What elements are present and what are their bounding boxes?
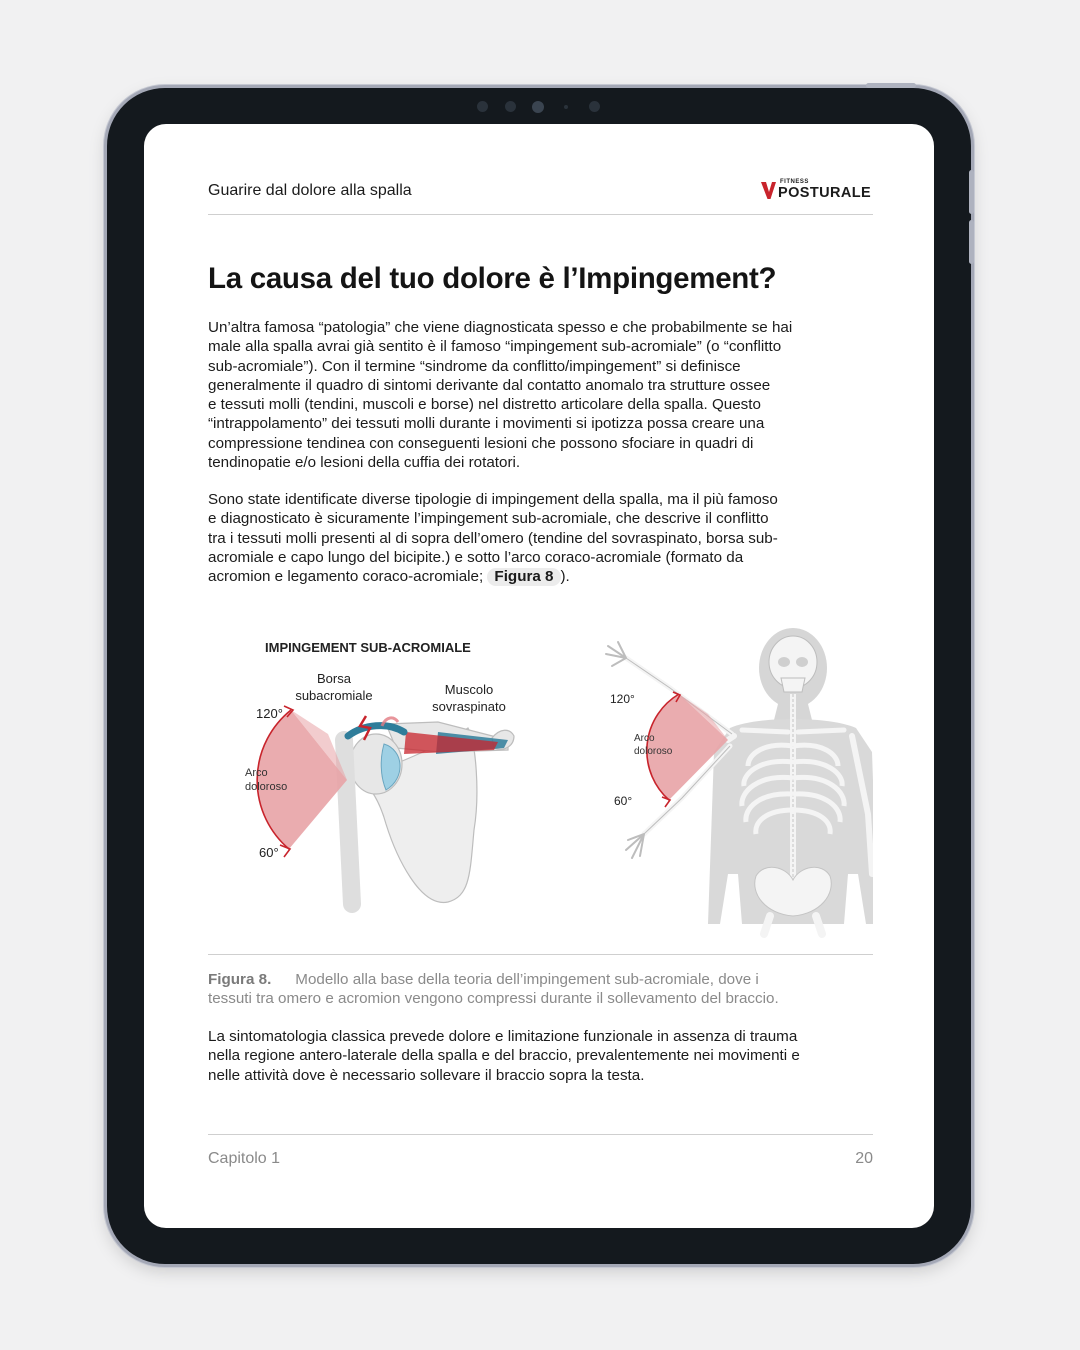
scapula-illustration <box>344 716 514 904</box>
skeleton-illustration <box>606 628 873 934</box>
text-line: nella regione antero-laterale della spalla e del braccio, prevalentemente nei movimenti e <box>208 1047 800 1065</box>
footer-divider <box>208 1134 873 1135</box>
figure-reference-link[interactable]: Figura 8 <box>487 568 560 586</box>
camera-lens <box>532 101 544 113</box>
text-fragment: ). <box>560 568 570 586</box>
label-borsa: Borsa <box>317 671 351 686</box>
logo-v-icon <box>761 181 777 201</box>
volume-up-button[interactable] <box>969 170 974 214</box>
paragraph-1 <box>208 318 873 472</box>
text-fragment: acromion e legamento coraco-acromiale; <box>208 568 488 586</box>
arc-label: Arco <box>245 767 268 779</box>
label-muscolo: Muscolo <box>444 682 494 697</box>
screen <box>144 124 934 1228</box>
arc-label: Arco <box>634 733 655 744</box>
page-number: 20 <box>855 1150 873 1167</box>
arc-label: doloroso <box>634 746 673 757</box>
caption-line: tessuti tra omero e acromion vengono compressi durante il sollevamento del braccio. <box>208 990 779 1008</box>
text-line: nelle attività dove è necessario sollevare il braccio sopra la testa. <box>208 1066 645 1084</box>
text-line: sub-acromiale”). Con il termine “sindrome da conflitto/impingement” si definisce <box>208 357 741 375</box>
header-divider <box>208 214 873 215</box>
angle-60-label: 60° <box>259 845 279 860</box>
chapter-label: Capitolo 1 <box>208 1150 281 1167</box>
camera-dot <box>589 101 600 112</box>
paragraph-2 <box>208 490 873 586</box>
label-borsa: subacromiale <box>295 688 373 703</box>
camera-dot <box>564 105 568 109</box>
paragraph-3 <box>208 1027 873 1085</box>
figure-divider <box>208 954 873 955</box>
figure-illustration <box>208 624 873 944</box>
volume-down-button[interactable] <box>969 220 974 264</box>
logo-big-text: POSTURALE <box>778 185 872 201</box>
text-line: tra i tessuti molli presenti al di sopra dell’omero (tendine del sovraspinato, borsa sub- <box>208 529 778 547</box>
text-line: compressione tendinea con conseguenti lesioni che possono sfociare in quadri di <box>208 434 754 452</box>
caption-text: Modello alla base della teoria dell’impingement sub-acromiale, dove i <box>295 971 759 988</box>
logo-small-text: FITNESS <box>780 179 809 185</box>
camera-dot <box>477 101 488 112</box>
page-title: La causa del tuo dolore è l’Impingement? <box>208 262 777 295</box>
book-title: Guarire dal dolore alla spalla <box>208 182 412 199</box>
caption-line <box>208 970 873 989</box>
figure-8 <box>208 624 873 944</box>
angle-120-label: 120° <box>610 692 635 706</box>
text-line: La sintomatologia classica prevede dolore e limitazione funzionale in assenza di trauma <box>208 1028 798 1045</box>
text-line <box>208 567 873 586</box>
top-button[interactable] <box>866 83 916 88</box>
angle-60-label: 60° <box>614 794 633 808</box>
text-line: Sono state identificate diverse tipologie di impingement della spalla, ma il più famoso <box>208 491 778 508</box>
angle-120-label: 120° <box>256 706 283 721</box>
brand-logo <box>761 179 873 199</box>
text-line: “intrappolamento” dei tessuti molli durante i movimenti si ipotizza possa creare una <box>208 415 765 433</box>
text-line: male alla spalla avrai già sentito è il famoso “impingement sub-acromiale” (o “conflitto <box>208 338 782 356</box>
text-line: acromiale e capo lungo del bicipite.) e sotto l’arco coraco-acromiale (formato da <box>208 548 744 566</box>
figure-title: IMPINGEMENT SUB-ACROMIALE <box>265 640 471 655</box>
arc-label: doloroso <box>245 781 288 793</box>
text-line: Un’altra famosa “patologia” che viene diagnosticata spesso e che probabilmente se hai <box>208 319 793 336</box>
figure-caption <box>208 970 873 1009</box>
text-line: tendinopatie e/o lesioni della cuffia dei rotatori. <box>208 454 521 472</box>
label-muscolo: sovraspinato <box>432 699 506 714</box>
caption-label: Figura 8. <box>208 971 272 988</box>
text-line: e tessuti molli (tendini, muscoli e borse) nel distretto articolare della spalla. Questo <box>208 396 761 414</box>
text-line: e diagnosticato è sicuramente l’impingement sub-acromiale, che descrive il conflitto <box>208 510 769 528</box>
text-line: generalmente il quadro di sintomi derivante dal contatto anomalo tra strutture ossee <box>208 376 771 394</box>
camera-dot <box>505 101 516 112</box>
